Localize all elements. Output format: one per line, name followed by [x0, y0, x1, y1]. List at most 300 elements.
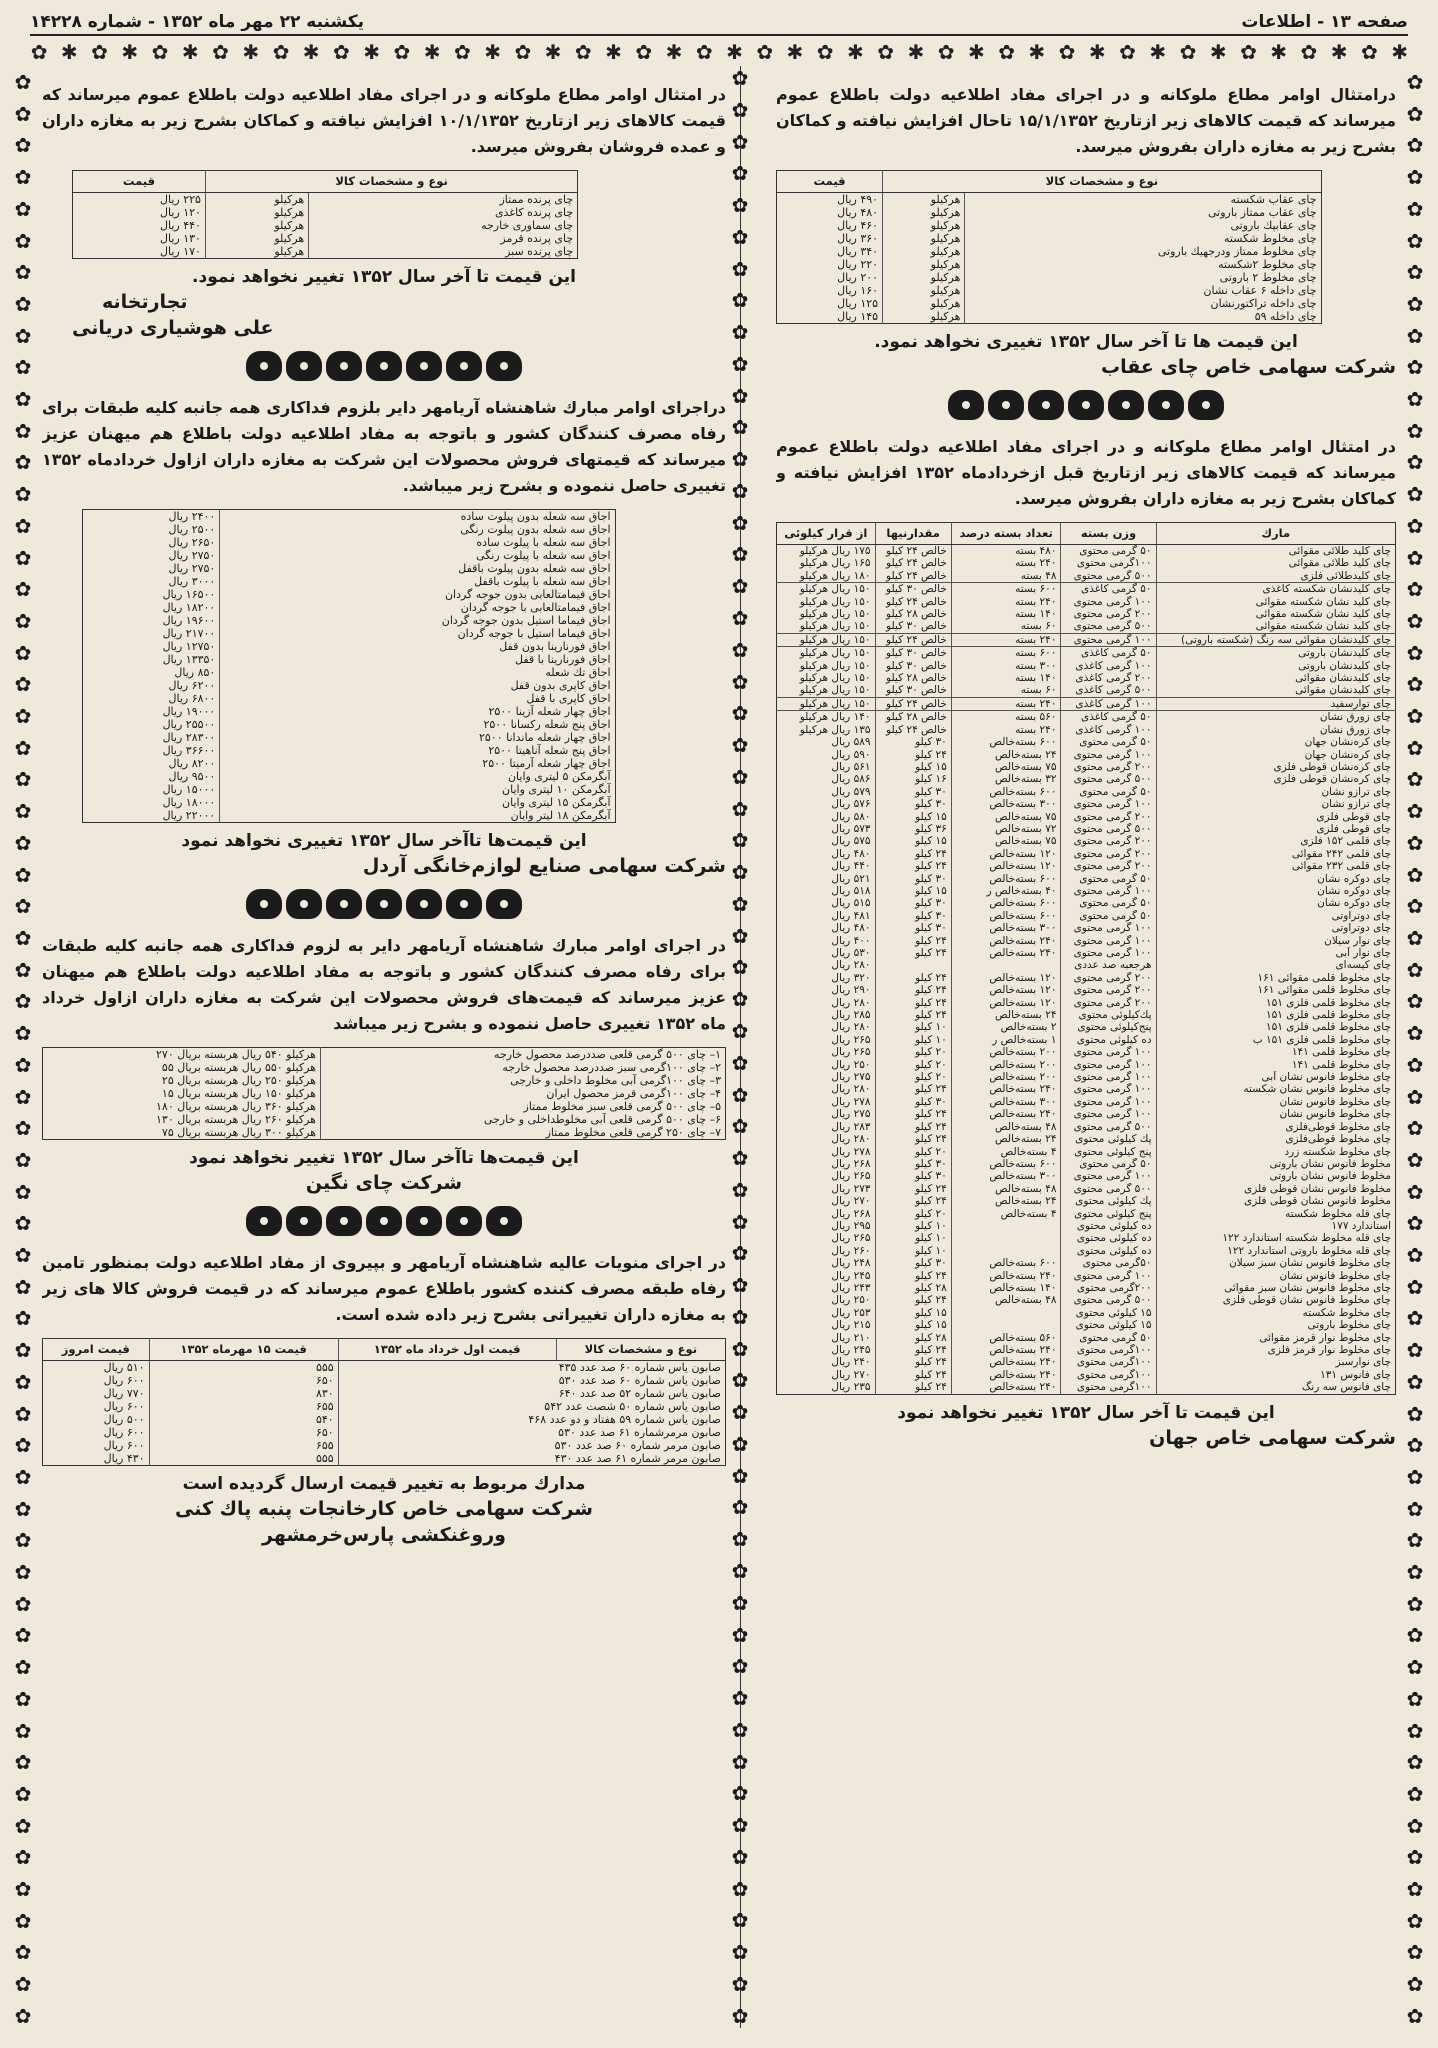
- table-cell: اجاق چهار شعله آزینا ۲۵۰۰: [488, 705, 611, 718]
- table-cell: ۶۵۵: [149, 1400, 338, 1413]
- table-row: [777, 1270, 1396, 1282]
- table-cell: ۲۴ بسته‌خالص: [951, 749, 1061, 761]
- table-cell: چای مخلوط ۲شکسته: [1218, 258, 1317, 271]
- flower-icon: ✿: [731, 161, 749, 186]
- table-cell: ۲۴ کیلو: [875, 1009, 951, 1021]
- table-cell: چای ترازو نشان: [1321, 798, 1391, 811]
- ornament-icon: [1188, 390, 1224, 420]
- table-cell: چای نوار سیلان: [1324, 934, 1391, 947]
- table-cell: ۲۴۰۰ ریال: [83, 510, 220, 524]
- table-cell: خالص ۳۰ کیلو: [875, 647, 951, 660]
- table-cell: هرجعبه صد عددی: [1061, 959, 1156, 971]
- table-cell: چای کلید نشان شکسته مقوائی: [1255, 608, 1391, 621]
- table-cell: ۵۰۰ ریال: [43, 1413, 150, 1426]
- table-cell: چای قوطی فلزی: [1316, 810, 1391, 823]
- table-row: [43, 1126, 726, 1140]
- table-cell: ۱۰۰ گرمی کاغذی: [1061, 697, 1156, 710]
- flower-icon: ✿: [1406, 704, 1424, 729]
- flower-icon: ✿: [731, 1527, 749, 1552]
- flower-ornament: [42, 889, 726, 919]
- table-cell: ۱۳۳۵۰ ریال: [83, 653, 220, 666]
- table-cell: چای قلمی ۲۳۲ مقوائی: [1291, 860, 1391, 873]
- table-cell: ۲۷۸ ریال: [777, 1096, 876, 1108]
- flower-icon: ✿: [1300, 40, 1318, 62]
- flower-icon: ✿: [1406, 1464, 1424, 1489]
- table-cell: چای کره‌نشان جهان: [1304, 736, 1391, 749]
- table-cell: ۲۴۰ بسته‌خالص: [951, 935, 1061, 947]
- table-cell: ۱۵۰ ریال هرکیلو: [777, 583, 876, 596]
- table-row: [777, 1332, 1396, 1344]
- table-cell: ۲۴ کیلو: [875, 1108, 951, 1120]
- table-cell: ۴۸۰ بسته: [951, 545, 1061, 558]
- table-row: [777, 811, 1396, 823]
- table-cell: ۳۰ کیلو: [875, 798, 951, 810]
- flower-icon: ✿: [14, 862, 32, 887]
- table-cell: ۲۵۳ ریال: [777, 1307, 876, 1319]
- table-cell: اجاق کاپری با قفل: [526, 692, 611, 705]
- flower-icon: ✿: [14, 1433, 32, 1458]
- table-cell: چای مخلوط ۲ باروتی: [1219, 271, 1317, 284]
- table-row: [777, 860, 1396, 872]
- table-cell: ۷۵ بسته‌خالص: [951, 761, 1061, 773]
- flower-icon: ✿: [731, 1082, 749, 1107]
- table-row: [777, 1319, 1396, 1331]
- table-cell: ۴۸ بسته‌خالص: [951, 1183, 1061, 1195]
- table-row: [777, 193, 1322, 207]
- flower-icon: ✿: [14, 735, 32, 760]
- table-cell: ۵۰۰ گرمی محتوی: [1061, 823, 1156, 835]
- table-cell: چای سماوری خارجه: [481, 219, 574, 232]
- company-name: شرکت چای نگین: [305, 1172, 463, 1194]
- flower-icon: ✿: [14, 260, 32, 285]
- table-cell: ۱۵ کیلو: [875, 1319, 951, 1331]
- table-cell: هرکیلو ۵۵۰ ریال هربسته بریال ۵۵: [43, 1061, 321, 1074]
- flower-icon: ✿: [816, 40, 834, 62]
- flower-icon: ✿: [1179, 40, 1197, 62]
- table-cell: ۶۰۰ بسته: [951, 647, 1061, 660]
- table-cell: ۵۰ گرمی کاغذی: [1061, 711, 1156, 724]
- table-cell: ۳۰۰ بسته‌خالص: [951, 798, 1061, 810]
- star-icon: ✱: [363, 40, 381, 62]
- table-cell: ۲۹۰ ریال: [777, 984, 876, 996]
- table-cell: ۱۵ کیلو: [875, 761, 951, 773]
- table-header: قیمت: [73, 171, 206, 193]
- table-cell: ۱۰۰گرمی محتوی: [1061, 1369, 1156, 1381]
- table-cell: ۱۰ کیلو: [875, 1220, 951, 1232]
- table-cell: ۱۰۰ گرمی محتوی: [1061, 798, 1156, 810]
- table-cell: چای دوتراوتی: [1331, 922, 1391, 935]
- flower-icon: ✿: [14, 1845, 32, 1870]
- table-cell: ۸۵۰ ریال: [83, 666, 220, 679]
- table-cell: ۲۰۰ گرمی محتوی: [1061, 761, 1156, 773]
- table-cell: ۲۴۰ بسته: [951, 724, 1061, 736]
- table-row: [777, 1282, 1396, 1294]
- ornament-icon: [326, 889, 362, 919]
- table-cell: مخلوط فانوس نشان قوطی فلزی: [1243, 1182, 1391, 1195]
- table-cell: ۳۰ کیلو: [875, 897, 951, 909]
- flower-icon: ✿: [333, 40, 350, 62]
- flower-icon: ✿: [1406, 1274, 1424, 1299]
- flower-icon: ✿: [14, 1781, 32, 1806]
- star-icon: ✱: [967, 40, 985, 62]
- table-cell: ۳۰ کیلو: [875, 922, 951, 934]
- flower-icon: ✿: [731, 574, 749, 599]
- table-row: [777, 1257, 1396, 1269]
- table-cell: ده کیلوئی محتوی: [1061, 1220, 1156, 1232]
- table-row: [777, 786, 1396, 798]
- ornament-icon: [1028, 390, 1064, 420]
- table-cell: اجاق چهار شعله ماندانا ۲۵۰۰: [479, 731, 611, 744]
- table-row: [777, 997, 1396, 1009]
- flower-icon: ✿: [731, 478, 749, 503]
- flower-icon: ✿: [14, 1528, 32, 1553]
- table-cell: چای کلید طلائی مقوائی: [1288, 557, 1391, 570]
- star-icon: ✱: [726, 40, 743, 62]
- table-cell: خالص ۲۴ کیلو: [875, 724, 951, 736]
- flower-icon: ✿: [731, 1368, 749, 1393]
- ornament-icon: [246, 1206, 282, 1236]
- star-icon: ✱: [181, 40, 199, 62]
- table-row: [83, 601, 616, 614]
- table-header: از قرار کیلوئی: [777, 523, 876, 545]
- table-cell: ۱۴۰ بسته‌خالص: [951, 1282, 1061, 1294]
- ad-pars: [42, 1250, 726, 1546]
- flower-icon: ✿: [731, 1590, 749, 1615]
- table-cell: چای فانوس ۱۳۱: [1320, 1368, 1391, 1381]
- ad-note: این قیمت ها تا آخر سال ۱۳۵۲ تغییری نخواهد نمود.: [874, 332, 1298, 352]
- table-row: [73, 206, 578, 219]
- flower-icon: ✿: [1406, 1116, 1424, 1141]
- flower-icon: ✿: [14, 1686, 32, 1711]
- flower-icon: ✿: [14, 1750, 32, 1775]
- flower-icon: ✿: [14, 672, 32, 697]
- table-cell: چای قوطی فلزی: [1316, 822, 1391, 835]
- flower-icon: ✿: [14, 101, 32, 126]
- table-cell: ۲۳۵ ریال: [777, 1381, 876, 1394]
- table-cell: چای کره‌نشان جهان: [1304, 748, 1391, 761]
- table-cell: ۱۵ کیلوئی محتوی: [1061, 1319, 1156, 1331]
- flower-icon: ✿: [1406, 1084, 1424, 1109]
- table-row: [777, 545, 1396, 558]
- table-cell: [951, 959, 1061, 971]
- flower-icon: ✿: [731, 510, 749, 535]
- table-cell: ۱۵ کیلو: [875, 811, 951, 823]
- table-cell: اجاق کاپری بدون قفل: [510, 679, 611, 692]
- table-cell: [951, 1319, 1061, 1331]
- flower-icon: ✿: [1406, 640, 1424, 665]
- flower-icon: ✿: [731, 764, 749, 789]
- table-cell: ۱– چای ۵۰۰ گرمی قلعی صددرصد محصول خارجه: [494, 1048, 721, 1061]
- flower-icon: ✿: [731, 796, 749, 821]
- flower-icon: ✿: [1361, 40, 1378, 62]
- table-cell: ۵۸۶ ریال: [777, 773, 876, 785]
- table-cell: آبگرمکن ۱۸ لیتر وایان: [510, 809, 611, 822]
- flower-icon: ✿: [1406, 1908, 1424, 1933]
- table-cell: ۱۹۶۰۰ ریال: [83, 614, 220, 627]
- table-cell: ۱۰۰ گرمی کاغذی: [1061, 660, 1156, 672]
- table-cell: ۴۶۰ ریال: [777, 219, 883, 232]
- table-cell: صابون یاس شماره ۵۹ هفتاد و دو عدد ۴۶۸: [528, 1413, 721, 1426]
- table-cell: ۲۴ کیلو: [875, 997, 951, 1009]
- table-cell: ۱۵۰ ریال هرکیلو: [777, 647, 876, 660]
- table-cell: خالص ۲۴ کیلو: [875, 633, 951, 646]
- table-row: [777, 1183, 1396, 1195]
- table-cell: چای دوکره نشان: [1317, 884, 1391, 897]
- flower-icon: ✿: [1406, 228, 1424, 253]
- flower-icon: ✿: [1406, 1433, 1424, 1458]
- table-cell: ۶۲۰۰ ریال: [83, 679, 220, 692]
- table-cell: ۵– چای ۵۰۰ گرمی قلعی سبز مخلوط ممتاز: [523, 1100, 721, 1113]
- table-cell: ۱۵۰ ریال هرکیلو: [777, 660, 876, 672]
- flower-icon: ✿: [1406, 1179, 1424, 1204]
- star-icon: ✱: [665, 40, 683, 62]
- company-name: شرکت سهامی خاص کارخانجات پنبه پاك کنی: [175, 1498, 593, 1520]
- flower-icon: ✿: [14, 1274, 32, 1299]
- flower-icon: ✿: [1406, 1021, 1424, 1046]
- table-cell: چای مخلوط فانوس نشان سبز سیلان: [1229, 1257, 1391, 1270]
- ornament-icon: [486, 1206, 522, 1236]
- table-cell: ۵۵۵: [149, 1452, 338, 1466]
- table-cell: ۲۴۰ بسته‌خالص: [951, 1344, 1061, 1356]
- table-cell: ۵۰۰ گرمی محتوی: [1061, 620, 1156, 633]
- table-cell: ۱۰۰ گرمی محتوی: [1061, 947, 1156, 959]
- table-cell: ۱۰۰ گرمی محتوی: [1061, 633, 1156, 646]
- table-cell: ۲۴۰ بسته‌خالص: [951, 1108, 1061, 1120]
- flower-icon: ✿: [14, 1908, 32, 1933]
- star-icon: ✱: [1270, 40, 1288, 62]
- flower-icon: ✿: [14, 418, 32, 443]
- table-cell: ۵۰ گرمی محتوی: [1061, 736, 1156, 748]
- table-cell: هرکیلو: [883, 193, 965, 207]
- table-row: [777, 608, 1396, 620]
- flower-icon: ✿: [1406, 101, 1424, 126]
- table-cell: صابون یاس شماره ۵۰ شصت عدد ۵۴۲: [544, 1400, 721, 1413]
- table-cell: ۱۰ کیلو: [875, 1245, 951, 1257]
- table-row: [43, 1361, 726, 1375]
- table-row: [777, 1046, 1396, 1058]
- table-cell: ۲۴۰ بسته‌خالص: [951, 1270, 1061, 1282]
- flower-icon: ✿: [30, 40, 48, 62]
- table-cell: ۲۶۵ ریال: [777, 1170, 876, 1182]
- table-cell: ۲۰۰ گرمی محتوی: [1061, 835, 1156, 847]
- table-cell: ۲۴ کیلو: [875, 1369, 951, 1381]
- table-cell: ۲۴ کیلو: [875, 972, 951, 984]
- flower-icon: ✿: [14, 1496, 32, 1521]
- table-cell: ۳۲ بسته‌خالص: [951, 773, 1061, 785]
- table-cell: چای مخلوط قوطی‌فلزی: [1285, 1120, 1391, 1133]
- flower-icon: ✿: [731, 288, 749, 313]
- table-cell: اجاق سه شعله بدون پیلوت باقفل: [458, 562, 611, 575]
- table-cell: اجاق سه شعله بدون پیلوت رنگی: [460, 523, 611, 536]
- flower-icon: ✿: [1406, 196, 1424, 221]
- table-row: [73, 219, 578, 232]
- flower-icon: ✿: [14, 608, 32, 633]
- table-row: [777, 897, 1396, 909]
- flower-icon: ✿: [14, 513, 32, 538]
- flower-icon: ✿: [1406, 1845, 1424, 1870]
- flower-icon: ✿: [731, 66, 749, 90]
- table-row: [777, 773, 1396, 785]
- table-row: [83, 614, 616, 627]
- table-row: [777, 1108, 1396, 1120]
- table-row: [777, 557, 1396, 569]
- flower-icon: ✿: [14, 577, 32, 602]
- flower-icon: ✿: [1406, 1306, 1424, 1331]
- table-cell: ۴۴۰ ریال: [777, 860, 876, 872]
- ornament-icon: [326, 1206, 362, 1236]
- flower-icon: ✿: [14, 1877, 32, 1902]
- table-cell: چای مخلوط فانوس نشان: [1279, 1095, 1391, 1108]
- table-row: [777, 1369, 1396, 1381]
- ornament-icon: [326, 351, 362, 381]
- table-cell: ۶۰۰ ریال: [43, 1426, 150, 1439]
- table-cell: ۳۰۰ بسته‌خالص: [951, 922, 1061, 934]
- table-cell: صابون یاس شماره ۵۲ صد عدد ۶۴۰: [558, 1387, 721, 1400]
- table-cell: ۲۴۰ بسته‌خالص: [951, 1356, 1061, 1368]
- table-cell: ۵۶۰ بسته: [951, 711, 1061, 724]
- table-cell: چای پرنده کاغذی: [494, 206, 574, 219]
- table-row: [73, 245, 578, 259]
- table-row: [777, 1307, 1396, 1319]
- flower-icon: ✿: [14, 1813, 32, 1838]
- table-cell: ۲۸۰ ریال: [777, 1021, 876, 1033]
- table-cell: هرکیلو: [883, 206, 965, 219]
- flower-icon: ✿: [731, 193, 749, 218]
- ornament-icon: [366, 351, 402, 381]
- table-cell: اجاق سه شعله با پیلوت رنگی: [476, 549, 611, 562]
- table-cell: چای داخله ۶ عقاب نشان: [1203, 284, 1317, 297]
- flower-icon: ✿: [731, 1971, 749, 1996]
- flower-icon: ✿: [731, 224, 749, 249]
- table-row: [777, 1208, 1396, 1220]
- table-cell: ۵۰۰ گرمی محتوی: [1061, 773, 1156, 785]
- table-cell: هرکیلو: [883, 271, 965, 284]
- table-cell: ۵۰ گرمی کاغذی: [1061, 583, 1156, 596]
- table-cell: ۴۹۰ ریال: [777, 193, 883, 207]
- table-cell: هرکیلو ۲۵۰ ریال هربسته بریال ۲۵: [43, 1074, 321, 1087]
- ad-note: این قیمت‌ها تاآخر سال ۱۳۵۲ تغییری نخواهد نمود: [181, 831, 587, 851]
- table-row: [777, 1083, 1396, 1095]
- table-cell: خالص ۲۴ کیلو: [875, 697, 951, 710]
- table-row: [777, 684, 1396, 697]
- table-cell: ۲۴۰ بسته: [951, 596, 1061, 608]
- flower-icon: ✿: [731, 923, 749, 948]
- table-cell: ۲۶۵ ریال: [777, 1046, 876, 1058]
- flower-icon: ✿: [1406, 1243, 1424, 1268]
- table-cell: اجاق چهار شعله آرمیتا ۲۵۰۰: [482, 757, 611, 770]
- ad-intro: دراجرای اوامر مبارك شاهنشاه آریامهر دایر بلزوم فداکاری همه جانبه کلیه طبقات برای رفاه مصرف کنندگان کشور و باتوجه به مفاد اطلاعیه دولت باطلاع هم میهنان عزیز میرساند که قیمتهای فروش محصولات این شرکت به مغازه داران ازاول خردادماه ۱۳۵۲ تغییری حاصل ننموده و بشرح زیر میباشد.: [42, 398, 726, 495]
- flower-icon: ✿: [14, 291, 32, 316]
- table-cell: ۲۵۵۰۰ ریال: [83, 718, 220, 731]
- table-cell: ۱۵۰ ریال هرکیلو: [777, 697, 876, 710]
- star-icon: ✱: [1209, 40, 1227, 62]
- ad-jahan: [776, 434, 1396, 1449]
- table-row: [777, 885, 1396, 897]
- table-cell: چای مخلوط فانوس نشان سبز مقوائی: [1224, 1281, 1391, 1294]
- flower-icon: ✿: [14, 1464, 32, 1489]
- table-cell: هرکیلو: [205, 193, 308, 207]
- table-cell: هرکیلو: [883, 297, 965, 310]
- flower-icon: ✿: [731, 1717, 749, 1742]
- table-row: [777, 1158, 1396, 1170]
- table-cell: ۷۵ بسته‌خالص: [951, 835, 1061, 847]
- table-cell: چای کیسه‌ای: [1335, 959, 1391, 972]
- table-cell: هرکیلو ۳۶۰ ریال هربسته بریال ۱۸۰: [43, 1100, 321, 1113]
- table-cell: ۲۰۰ گرمی محتوی: [1061, 860, 1156, 872]
- table-cell: ۱۳۰ ریال: [73, 232, 206, 245]
- table-cell: ۲۰ کیلو: [875, 1046, 951, 1058]
- flower-icon: ✿: [574, 40, 592, 62]
- table-cell: ۲۶۸ ریال: [777, 1208, 876, 1220]
- star-icon: ✱: [1088, 40, 1106, 62]
- flower-icon: ✿: [212, 40, 229, 62]
- table-row: [83, 744, 616, 757]
- table-cell: ۳۶۶۰۰ ریال: [83, 744, 220, 757]
- flower-icon: ✿: [1406, 1147, 1424, 1172]
- flower-icon: ✿: [514, 40, 532, 62]
- table-cell: ۳۰۰ بسته‌خالص: [951, 1096, 1061, 1108]
- table-cell: ۴– چای ۱۰۰گرمی قرمز محصول ایران: [546, 1087, 721, 1100]
- table-cell: ۲۴ بسته‌خالص: [951, 1009, 1061, 1021]
- table-row: [43, 1113, 726, 1126]
- table-cell: ۲ بسته‌خالص: [951, 1021, 1061, 1033]
- table-cell: چای مخلوط فانوس نشان قوطی فلزی: [1222, 1294, 1391, 1307]
- table-cell: ۵۰گرمی محتوی: [1061, 1257, 1156, 1269]
- table-cell: چای دوتراوتی: [1331, 909, 1391, 922]
- table-row: [83, 783, 616, 796]
- table-cell: ۶۰۰ بسته‌خالص: [951, 1257, 1061, 1269]
- table-row: [777, 206, 1322, 219]
- table-cell: ۱۲۰ بسته‌خالص: [951, 984, 1061, 996]
- table-cell: ۷– چای ۲۵۰ گرمی قلعی مخلوط ممتاز: [545, 1126, 721, 1139]
- table-cell: ۱۵۰ ریال هرکیلو: [777, 620, 876, 633]
- table-cell: ۲۴ کیلو: [875, 935, 951, 947]
- table-cell: ۲۰۰ گرمی محتوی: [1061, 811, 1156, 823]
- table-cell: ۱۲۰ بسته‌خالص: [951, 848, 1061, 860]
- table-header: نوع و مشخصات کالا: [883, 171, 1322, 193]
- flower-icon: ✿: [731, 129, 749, 154]
- table-cell: ۵۰ گرمی محتوی: [1061, 786, 1156, 798]
- flower-icon: ✿: [731, 987, 749, 1012]
- flower-icon: ✿: [1406, 1877, 1424, 1902]
- page-header: [30, 10, 1408, 36]
- table-row: [777, 1245, 1396, 1257]
- table-header: مارك: [1156, 523, 1395, 545]
- flower-icon: ✿: [14, 1338, 32, 1363]
- flower-icon: ✿: [731, 1908, 749, 1933]
- flower-icon: ✿: [453, 40, 471, 62]
- table-cell: ۵۰ گرمی محتوی: [1061, 1158, 1156, 1170]
- table-cell: چای نوار آبی: [1335, 947, 1391, 959]
- flower-icon: ✿: [695, 40, 713, 62]
- table-cell: هرکیلو: [883, 284, 965, 297]
- ad-intro: درامتثال اوامر مطاع ملوکانه و در اجرای مفاد اطلاعیه دولت باطلاع عموم میرساند که قیمت کالاهای زیر ازتاریخ ۱۵/۱/۱۳۵۲ تاحال افزایش نیافته و کماکان بشرح زیر به مغازه داران بفروش میرسد.: [776, 85, 1396, 156]
- flower-icon: ✿: [1406, 577, 1424, 602]
- flower-icon: ✿: [272, 40, 290, 62]
- table-cell: خالص ۲۸ کیلو: [875, 672, 951, 684]
- table-row: [777, 647, 1396, 660]
- table-cell: ۱۰۰گرمی محتوی: [1061, 1344, 1156, 1356]
- table-cell: اجاق تك شعله: [545, 666, 611, 679]
- table-cell: ۴۸۱ ریال: [777, 910, 876, 922]
- table-cell: خالص ۲۴ کیلو: [875, 557, 951, 569]
- table-row: [777, 672, 1396, 684]
- flower-icon: ✿: [1406, 1655, 1424, 1680]
- table-row: [43, 1439, 726, 1452]
- flower-icon: ✿: [1406, 1813, 1424, 1838]
- table-cell: ۲۶۰ ریال: [777, 1245, 876, 1257]
- table-cell: ۱۶ کیلو: [875, 773, 951, 785]
